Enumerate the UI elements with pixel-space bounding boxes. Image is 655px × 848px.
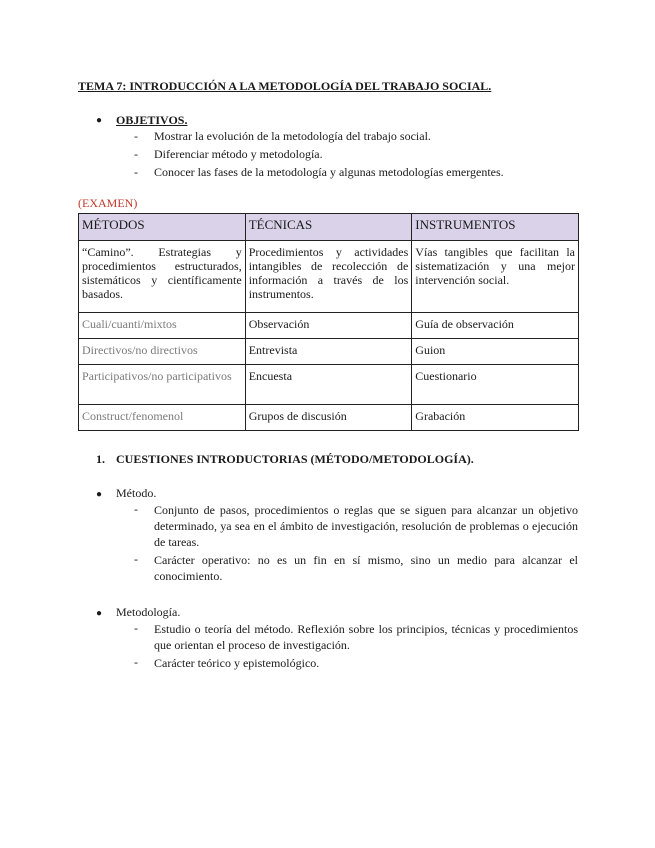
section-number: 1. [96,452,105,466]
dash-icon: - [134,655,138,669]
table-row [79,365,579,405]
table-cell: Construct/fenomenol [79,405,246,431]
table-cell: Cuali/cuanti/mixtos [79,313,246,339]
table-cell: Procedimientos y actividades intangibles de recolección de información a través de los instrumentos. [245,241,412,313]
objectives-heading: OBJETIVOS. [116,113,188,127]
list-item: - Conjunto de pasos, procedimientos o reglas que se siguen para alcanzar un objetivo determinado, ya sea en el ámbito de investigación, resolución de problemas o ejecución de tareas. [134,502,578,549]
list-item: - Diferenciar método y metodología. [134,147,323,161]
table-row [79,313,579,339]
page-title: TEMA 7: INTRODUCCIÓN A LA METODOLOGÍA DEL TRABAJO SOCIAL. [78,79,492,93]
table-cell: Observación [245,313,412,339]
table-cell: Grupos de discusión [245,405,412,431]
metodo-list [134,502,578,584]
exam-label: (EXAMEN) [78,196,138,210]
table-row [79,241,579,313]
header-metodos: MÉTODOS [79,214,246,241]
table-cell: Vías tangibles que facilitan la sistematización y una mejor intervención social. [412,241,579,313]
list-item: - Carácter operativo: no es un fin en sí mismo, sino un medio para alcanzar el conocimiento. [134,552,578,583]
dash-icon: - [134,552,138,566]
list-item: - Conocer las fases de la metodología y algunas metodologías emergentes. [134,165,504,179]
metodologia-label: Metodología. [116,605,181,619]
bullet-icon: ● [96,608,103,619]
list-item: - Estudio o teoría del método. Reflexión sobre los principios, técnicas y procedimientos que orientan el proceso de investigación. [134,621,578,652]
dash-icon: - [134,147,138,161]
table-row [79,339,579,365]
list-item: - Carácter teórico y epistemológico. [134,655,320,670]
bullet-icon: ● [96,115,103,126]
table-cell: Participativos/no participativos [79,365,246,405]
table-header-row [79,214,579,241]
dash-icon: - [134,621,138,635]
table-cell: Encuesta [245,365,412,405]
section-heading [96,452,474,467]
table-cell: Entrevista [245,339,412,365]
metodologia-list [134,621,578,671]
table-cell: Cuestionario [412,365,579,405]
dash-icon: - [134,502,138,516]
header-tecnicas: TÉCNICAS [245,214,412,241]
bullet-icon: ● [96,489,103,500]
metodo-label: Método. [116,486,157,500]
dash-icon: - [134,165,138,179]
dash-icon: - [134,129,138,143]
table-cell: “Camino”. Estrategias y procedimientos estructurados, sistemáticos y científicamente basados. [79,241,246,313]
section-title: CUESTIONES INTRODUCTORIAS (MÉTODO/METODOLOGÍA). [116,452,474,466]
table-cell: Guion [412,339,579,365]
table-row [79,405,579,431]
header-instrumentos: INSTRUMENTOS [412,214,579,241]
table-cell: Grabación [412,405,579,431]
list-item: - Mostrar la evolución de la metodología del trabajo social. [134,129,431,143]
objectives-list [134,129,584,180]
table-cell: Directivos/no directivos [79,339,246,365]
methods-table [78,213,579,431]
table-cell: Guía de observación [412,313,579,339]
